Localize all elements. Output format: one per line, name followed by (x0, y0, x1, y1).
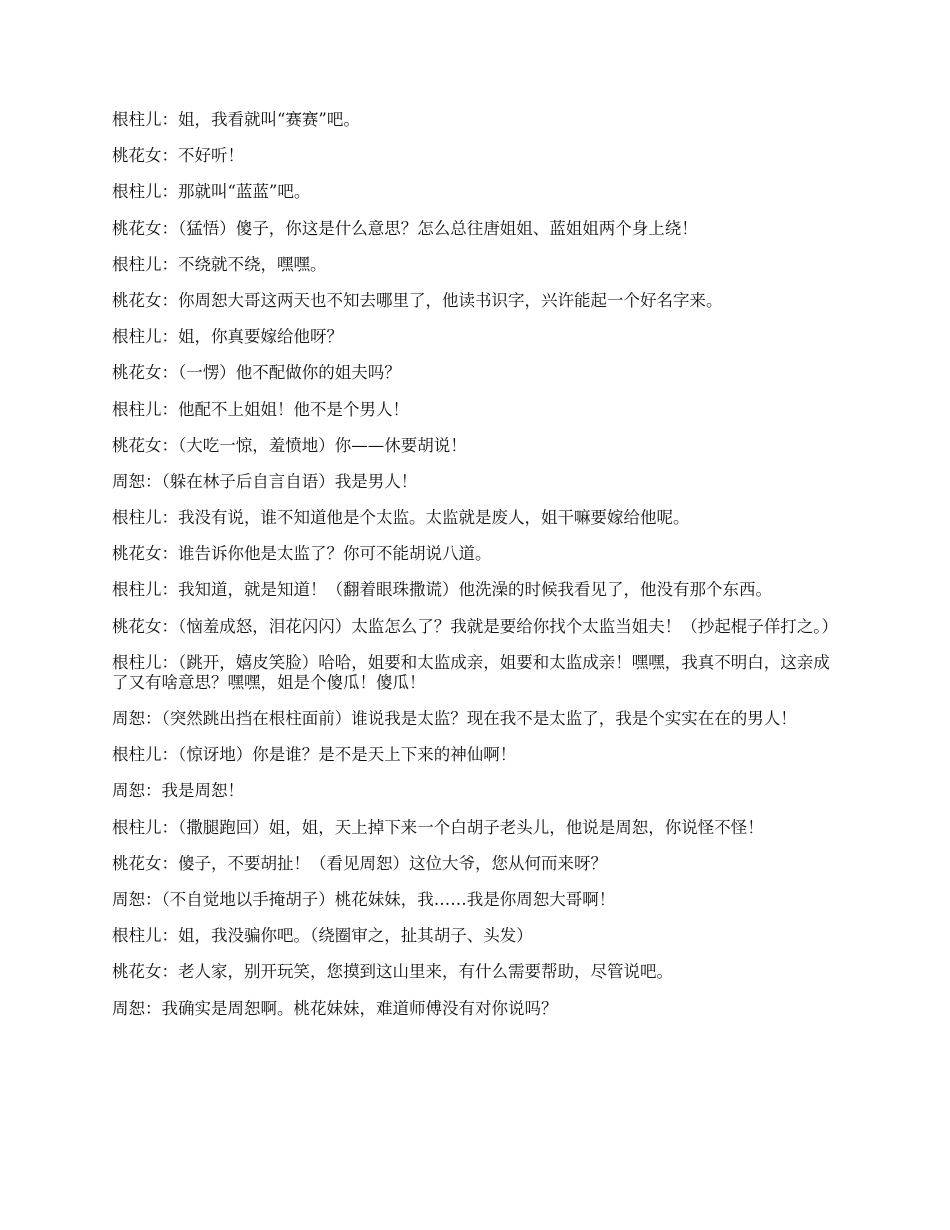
dialogue-line: 周恕：（不自觉地以手掩胡子）桃花妹妹，我……我是你周恕大哥啊！ (112, 889, 616, 909)
dialogue-line: 周恕：我是周恕！ (112, 781, 244, 801)
dialogue-line: 桃花女：（大吃一惊，羞愤地）你——休要胡说！ (112, 435, 467, 455)
dialogue-line: 根柱儿：（跳开，嬉皮笑脸）哈哈，姐要和太监成亲，姐要和太监成亲！嘿嘿，我真不明白，这亲成了又有啥意思？嘿嘿，姐是个傻瓜！傻瓜！ (112, 652, 830, 692)
dialogue-line: 根柱儿：我知道，就是知道！（翻着眼珠撒谎）他洗澡的时候我看见了，他没有那个东西。 (112, 580, 772, 600)
dialogue-line: 周恕：（突然跳出挡在根柱面前）谁说我是太监？现在我不是太监了，我是个实实在在的男人！ (112, 709, 797, 728)
dialogue-line: 根柱儿：姐，我没骗你吧。（绕圈审之，扯其胡子、头发） (112, 926, 533, 946)
dialogue-line: 根柱儿：（惊讶地）你是谁？是不是天上下来的神仙啊！ (112, 745, 517, 765)
dialogue-line: 桃花女：谁告诉你他是太监了？你可不能胡说八道。 (112, 544, 492, 564)
dialogue-line: 根柱儿：他配不上姐姐！他不是个男人！ (112, 399, 409, 419)
dialogue-line: 根柱儿：姐，我看就叫“赛赛”吧。 (112, 110, 360, 129)
dialogue-line: 桃花女：（猛悟）傻子，你这是什么意思？怎么总往唐姐姐、蓝姐姐两个身上绕！ (112, 218, 698, 238)
dialogue-line: 桃花女：不好听！ (112, 146, 244, 166)
dialogue-line: 周恕：我确实是周恕啊。桃花妹妹，难道师傅没有对你说吗？ (112, 998, 558, 1018)
dialogue-line: 桃花女：（一愣）他不配做你的姐夫吗？ (112, 363, 401, 383)
dialogue-line: 桃花女：老人家，别开玩笑，您摸到这山里来，有什么需要帮助，尽管说吧。 (112, 962, 673, 982)
dialogue-line: 根柱儿：那就叫“蓝蓝”吧。 (112, 182, 311, 202)
dialogue-line: 根柱儿：我没有说，谁不知道他是个太监。太监就是废人，姐干嘛要嫁给他呢。 (112, 508, 690, 528)
dialogue-line: 根柱儿：姐，你真要嫁给他呀？ (112, 327, 343, 347)
dialogue-line: 桃花女：（恼羞成怒，泪花闪闪）太监怎么了？我就是要给你找个太监当姐夫！（抄起棍子佯打之。） (112, 616, 838, 636)
dialogue-line: 桃花女：傻子，不要胡扯！（看见周恕）这位大爷，您从何而来呀？ (112, 853, 607, 873)
dialogue-line: 周恕：（躲在林子后自言自语）我是男人！ (112, 471, 418, 491)
dialogue-line: 根柱儿：（撒腿跑回）姐，姐，天上掉下来一个白胡子老头儿，他说是周恕，你说怪不怪！ (112, 817, 764, 837)
dialogue-line: 根柱儿：不绕就不绕，嘿嘿。 (112, 254, 327, 274)
script-body (112, 110, 842, 1035)
dialogue-line: 桃花女：你周恕大哥这两天也不知去哪里了，他读书识字，兴许能起一个好名字来。 (112, 290, 723, 310)
